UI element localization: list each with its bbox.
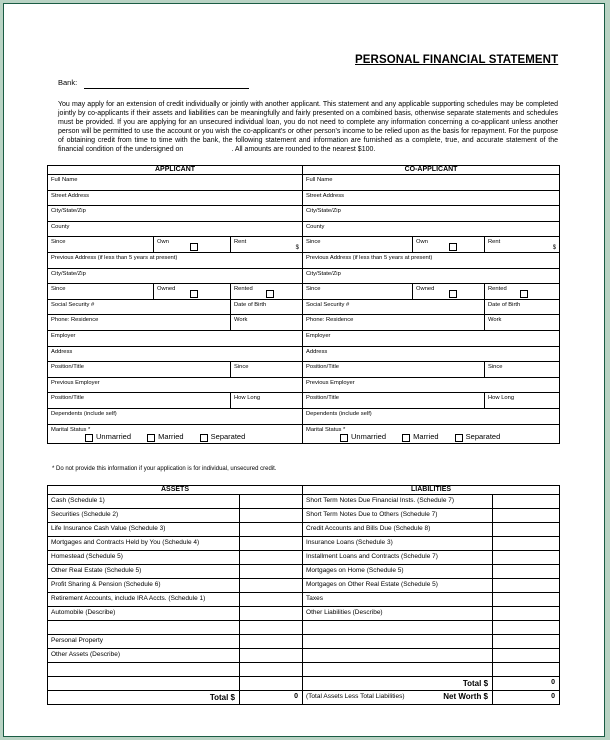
liability-item-amount[interactable] bbox=[493, 593, 560, 607]
asset-item-amount[interactable] bbox=[240, 607, 303, 621]
liability-item-amount[interactable] bbox=[493, 663, 560, 677]
liability-item-label: Taxes bbox=[303, 593, 493, 607]
liability-item-label: Mortgages on Other Real Estate (Schedule 5) bbox=[303, 579, 493, 593]
asset-item-label: Retirement Accounts, include IRA Accts. (Schedule 1) bbox=[48, 593, 240, 607]
applicant-rented-checkbox[interactable] bbox=[266, 290, 274, 298]
table-row bbox=[48, 565, 560, 579]
coapplicant-owned-checkbox[interactable] bbox=[449, 290, 457, 298]
coapplicant-dependents-field[interactable]: Dependents (include self) bbox=[303, 408, 560, 424]
coapplicant-header: CO-APPLICANT bbox=[303, 166, 560, 175]
coapplicant-previous-employer-field[interactable]: Previous Employer bbox=[303, 377, 560, 393]
liability-item-label: Short Term Notes Due to Others (Schedule 7) bbox=[303, 509, 493, 523]
asset-item-label bbox=[48, 621, 240, 635]
coapplicant-position-since-field[interactable]: Since bbox=[485, 362, 560, 378]
coapplicant-prev-position-field[interactable]: Position/Title bbox=[303, 393, 485, 409]
applicant-phone-residence-field[interactable]: Phone: Residence bbox=[48, 315, 231, 331]
intro-paragraph: You may apply for an extension of credit individually or jointly with another applicant. This statement and any applicable supporting schedules may be completed jointly by co-applicants if their assets and liabilities can be meaningfully and fairly presented on a combined basis, otherwise separate statements and schedules must be provided. If you are applying for an unsecured individual loan, you do not need to complete any information concerning a co-applicant unless another person will be permitted to use the account or you wish the co-applicant's or other person's income to be relied upon as the basis for repayment. For the purpose of obtaining credit from time to time with the bank, the following statement and information are furnished as a complete, true, and accurate statement of the financial condition of the undersigned on . All amounts are rounded to the nearest $100. bbox=[58, 101, 558, 153]
table-row bbox=[48, 649, 560, 663]
asset-item-amount[interactable] bbox=[240, 663, 303, 677]
asset-item-label: Securities (Schedule 2) bbox=[48, 509, 240, 523]
asset-item-amount[interactable] bbox=[240, 565, 303, 579]
applicant-work-phone-field[interactable]: Work bbox=[231, 315, 303, 331]
assets-total-label: Total $ bbox=[48, 691, 240, 705]
coapplicant-unmarried-checkbox[interactable] bbox=[340, 434, 348, 442]
coapplicant-position-field[interactable]: Position/Title bbox=[303, 362, 485, 378]
liability-item-label: Other Liabilities (Describe) bbox=[303, 607, 493, 621]
coapplicant-employer-field[interactable]: Employer bbox=[303, 330, 560, 346]
table-row bbox=[48, 523, 560, 537]
assets-total-value: 0 bbox=[240, 691, 303, 705]
applicant-married-checkbox[interactable] bbox=[147, 434, 155, 442]
assets-liabilities-table bbox=[47, 485, 560, 705]
asset-item-label: Automobile (Describe) bbox=[48, 607, 240, 621]
net-worth-cell bbox=[303, 691, 493, 705]
applicant-owned-cell: Owned bbox=[154, 284, 231, 300]
coapplicant-work-phone-field[interactable]: Work bbox=[485, 315, 560, 331]
liabilities-total-value: 0 bbox=[493, 677, 560, 691]
liability-item-label bbox=[303, 621, 493, 635]
liability-item-amount[interactable] bbox=[493, 551, 560, 565]
liabilities-total-label: Total $ bbox=[303, 677, 493, 691]
asset-item-label: Other Assets (Describe) bbox=[48, 649, 240, 663]
applicant-employer-address-field[interactable]: Address bbox=[48, 346, 303, 362]
table-row bbox=[48, 579, 560, 593]
applicant-employer-field[interactable]: Employer bbox=[48, 330, 303, 346]
liability-item-label: Insurance Loans (Schedule 3) bbox=[303, 537, 493, 551]
assets-blank-cell bbox=[48, 677, 240, 691]
page-title: PERSONAL FINANCIAL STATEMENT bbox=[355, 54, 559, 66]
coapplicant-phone-residence-field[interactable]: Phone: Residence bbox=[303, 315, 485, 331]
coapplicant-ssn-field[interactable]: Social Security # bbox=[303, 299, 485, 315]
applicant-dob-field[interactable]: Date of Birth bbox=[231, 299, 303, 315]
applicant-prev-city-state-zip-field[interactable]: City/State/Zip bbox=[48, 268, 303, 284]
asset-item-amount[interactable] bbox=[240, 621, 303, 635]
table-row bbox=[48, 607, 560, 621]
asset-item-label: Cash (Schedule 1) bbox=[48, 495, 240, 509]
applicant-marital-status-cell: Marital Status * Unmarried Married Separated bbox=[48, 424, 303, 443]
asset-item-label bbox=[48, 663, 240, 677]
coapplicant-married-checkbox[interactable] bbox=[402, 434, 410, 442]
applicant-previous-employer-field[interactable]: Previous Employer bbox=[48, 377, 303, 393]
coapplicant-employer-address-field[interactable]: Address bbox=[303, 346, 560, 362]
bank-field[interactable] bbox=[84, 88, 249, 89]
applicant-previous-address-field[interactable]: Previous Address (if less than 5 years at present) bbox=[48, 252, 303, 268]
table-row bbox=[48, 495, 560, 509]
liability-item-amount[interactable] bbox=[493, 649, 560, 663]
asset-item-amount[interactable] bbox=[240, 635, 303, 649]
asset-item-amount[interactable] bbox=[240, 579, 303, 593]
applicant-header: APPLICANT bbox=[48, 166, 303, 175]
asset-item-amount[interactable] bbox=[240, 537, 303, 551]
applicant-rented-cell: Rented bbox=[231, 284, 303, 300]
net-worth-value: 0 bbox=[493, 691, 560, 705]
footnote: * Do not provide this information if your application is for individual, unsecured credit. bbox=[52, 466, 277, 472]
asset-item-amount[interactable] bbox=[240, 593, 303, 607]
asset-item-label: Homestead (Schedule 5) bbox=[48, 551, 240, 565]
table-row bbox=[48, 509, 560, 523]
table-row bbox=[48, 551, 560, 565]
applicant-full-name-field[interactable]: Full Name bbox=[48, 175, 303, 191]
applicant-how-long-field[interactable]: How Long bbox=[231, 393, 303, 409]
coapplicant-previous-address-field[interactable]: Previous Address (if less than 5 years at present) bbox=[303, 252, 560, 268]
liability-item-label bbox=[303, 663, 493, 677]
applicant-unmarried-checkbox[interactable] bbox=[85, 434, 93, 442]
applicant-position-since-field[interactable]: Since bbox=[231, 362, 303, 378]
liability-item-label: Installment Loans and Contracts (Schedule 7) bbox=[303, 551, 493, 565]
applicant-county-field[interactable]: County bbox=[48, 221, 303, 237]
liability-item-label bbox=[303, 649, 493, 663]
coapplicant-since-field[interactable]: Since bbox=[303, 237, 413, 253]
liability-item-amount[interactable] bbox=[493, 621, 560, 635]
asset-item-label: Other Real Estate (Schedule 5) bbox=[48, 565, 240, 579]
asset-item-label: Personal Property bbox=[48, 635, 240, 649]
applicant-own-checkbox[interactable] bbox=[190, 243, 198, 251]
coapplicant-rented-cell: Rented bbox=[485, 284, 560, 300]
coapplicant-city-state-zip-field[interactable]: City/State/Zip bbox=[303, 206, 560, 222]
applicant-rent-field[interactable]: Rent $ bbox=[231, 237, 303, 253]
liability-item-amount[interactable] bbox=[493, 523, 560, 537]
applicant-prev-position-field[interactable]: Position/Title bbox=[48, 393, 231, 409]
table-row bbox=[48, 635, 560, 649]
coapplicant-prev-since-field[interactable]: Since bbox=[303, 284, 413, 300]
asset-item-amount[interactable] bbox=[240, 551, 303, 565]
applicant-city-state-zip-field[interactable]: City/State/Zip bbox=[48, 206, 303, 222]
applicant-dependents-field[interactable]: Dependents (include self) bbox=[48, 408, 303, 424]
coapplicant-street-address-field[interactable]: Street Address bbox=[303, 190, 560, 206]
asset-item-label: Mortgages and Contracts Held by You (Schedule 4) bbox=[48, 537, 240, 551]
applicant-owned-checkbox[interactable] bbox=[190, 290, 198, 298]
coapplicant-dob-field[interactable]: Date of Birth bbox=[485, 299, 560, 315]
dollar-sign: $ bbox=[295, 244, 299, 251]
applicant-prev-since-field[interactable]: Since bbox=[48, 284, 154, 300]
net-worth-label: Net Worth $ bbox=[443, 692, 489, 701]
liability-item-amount[interactable] bbox=[493, 565, 560, 579]
liability-item-amount[interactable] bbox=[493, 635, 560, 649]
liabilities-header: LIABILITIES bbox=[303, 486, 560, 495]
applicant-own-cell: Own bbox=[154, 237, 231, 253]
applicant-table bbox=[47, 165, 560, 444]
table-row bbox=[48, 537, 560, 551]
liability-item-amount[interactable] bbox=[493, 579, 560, 593]
asset-item-amount[interactable] bbox=[240, 649, 303, 663]
net-worth-note: (Total Assets Less Total Liabilities) bbox=[306, 693, 405, 700]
applicant-separated-checkbox[interactable] bbox=[200, 434, 208, 442]
applicant-position-field[interactable]: Position/Title bbox=[48, 362, 231, 378]
coapplicant-rent-field[interactable]: Rent $ bbox=[485, 237, 560, 253]
liability-item-amount[interactable] bbox=[493, 607, 560, 621]
asset-item-amount[interactable] bbox=[240, 523, 303, 537]
coapplicant-own-cell: Own bbox=[413, 237, 485, 253]
coapplicant-full-name-field[interactable]: Full Name bbox=[303, 175, 560, 191]
asset-item-amount[interactable] bbox=[240, 509, 303, 523]
assets-blank-amount[interactable] bbox=[240, 677, 303, 691]
coapplicant-marital-status-cell: Marital Status * Unmarried Married Separated bbox=[303, 424, 560, 443]
liability-item-label bbox=[303, 635, 493, 649]
assets-header: ASSETS bbox=[48, 486, 303, 495]
coapplicant-separated-checkbox[interactable] bbox=[455, 434, 463, 442]
coapplicant-county-field[interactable]: County bbox=[303, 221, 560, 237]
coapplicant-owned-cell: Owned bbox=[413, 284, 485, 300]
liability-item-label: Short Term Notes Due Financial Insts. (Schedule 7) bbox=[303, 495, 493, 509]
table-row bbox=[48, 663, 560, 677]
applicant-ssn-field[interactable]: Social Security # bbox=[48, 299, 231, 315]
dollar-sign: $ bbox=[552, 244, 557, 251]
coapplicant-own-checkbox[interactable] bbox=[449, 243, 457, 251]
liability-item-label: Mortgages on Home (Schedule 5) bbox=[303, 565, 493, 579]
liability-item-label: Credit Accounts and Bills Due (Schedule 8) bbox=[303, 523, 493, 537]
coapplicant-how-long-field[interactable]: How Long bbox=[485, 393, 560, 409]
bank-label: Bank: bbox=[58, 78, 78, 87]
coapplicant-rented-checkbox[interactable] bbox=[520, 290, 528, 298]
asset-item-label: Profit Sharing & Pension (Schedule 6) bbox=[48, 579, 240, 593]
asset-item-amount[interactable] bbox=[240, 495, 303, 509]
coapplicant-prev-city-state-zip-field[interactable]: City/State/Zip bbox=[303, 268, 560, 284]
liability-item-amount[interactable] bbox=[493, 537, 560, 551]
table-row bbox=[48, 621, 560, 635]
liability-item-amount[interactable] bbox=[493, 509, 560, 523]
table-row bbox=[48, 593, 560, 607]
asset-item-label: Life Insurance Cash Value (Schedule 3) bbox=[48, 523, 240, 537]
liability-item-amount[interactable] bbox=[493, 495, 560, 509]
applicant-since-field[interactable]: Since bbox=[48, 237, 154, 253]
applicant-street-address-field[interactable]: Street Address bbox=[48, 190, 303, 206]
